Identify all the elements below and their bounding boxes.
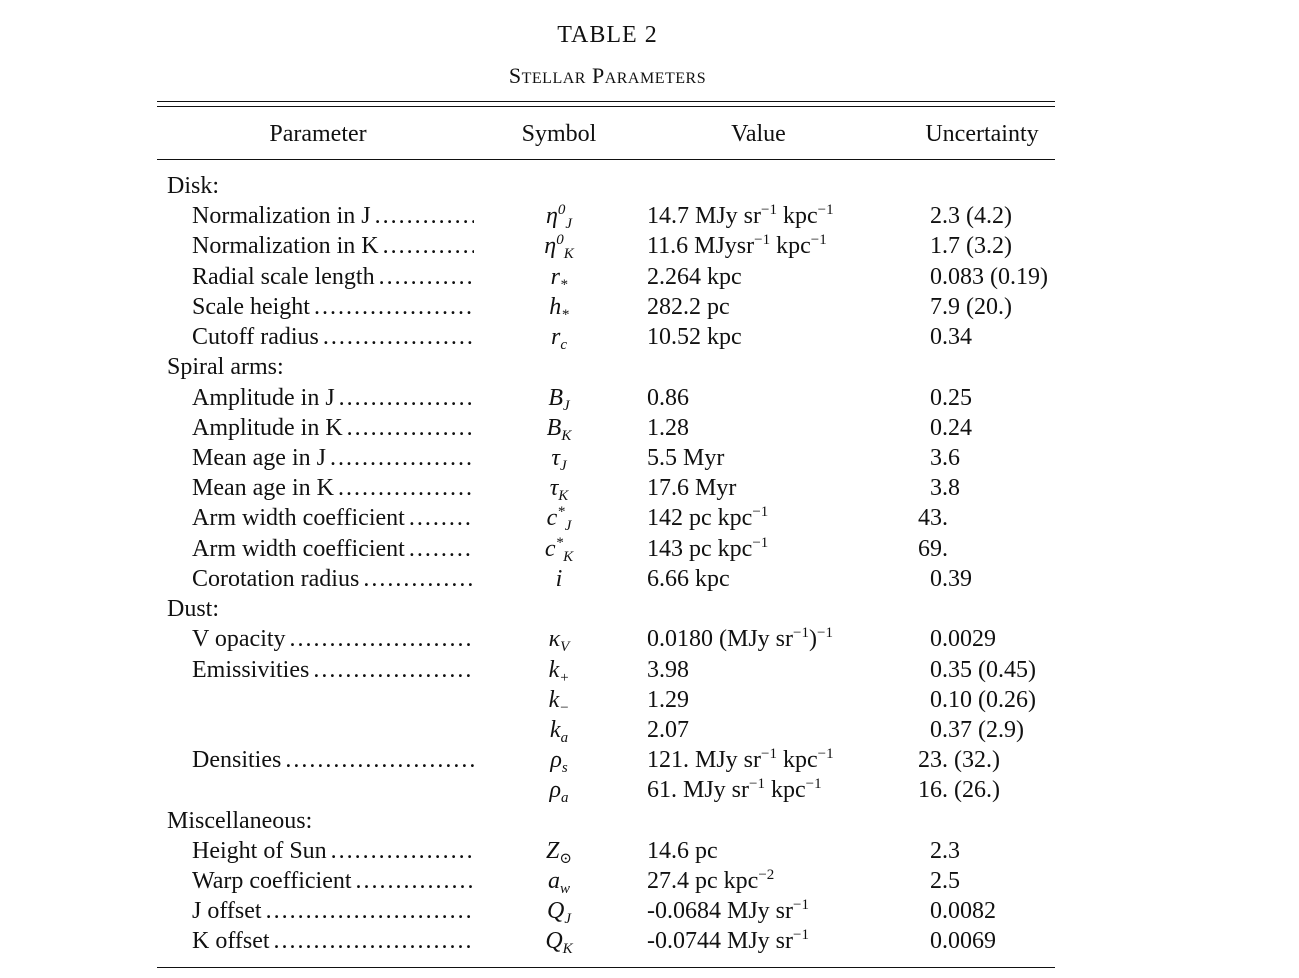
value-cell [647,292,730,322]
value-cell [647,896,809,926]
value-cell [647,262,742,292]
value-cell [647,624,833,654]
uncertainty-cell: 69. [918,536,948,562]
value-cell [647,473,736,503]
value-text: 0.86 [647,385,689,411]
table-row [0,383,1299,413]
header-uncertainty: Uncertainty [925,121,1039,147]
parameter-cell: Densities . . . [192,745,474,775]
table-row [0,745,1299,775]
value-cell [647,775,822,805]
value-exponent: −1 [817,202,834,218]
symbol-subscript: J [565,216,573,232]
symbol-subscript: * [559,277,568,293]
value-cell [647,383,689,413]
value-text: -0.0744 MJy sr [647,928,794,954]
parameter-cell: Amplitude in K . . . [192,413,474,443]
uncertainty-cell: 0.35 (0.45) [930,657,1036,683]
parameter-cell: Normalization in J . . . [192,201,474,231]
uncertainty-cell: 0.0082 [930,898,996,924]
value-text: 27.4 pc kpc [647,868,759,894]
value-text: 1.29 [647,687,689,713]
value-unit: kpc [770,233,811,259]
symbol-cell [530,473,588,503]
table-label: TABLE 2 [557,22,658,48]
uncertainty-cell: 3.6 [930,445,960,471]
value-exponent: −1 [793,927,809,943]
symbol-base: B [548,385,563,411]
parameter-cell: Amplitude in J . . . [192,383,474,413]
table-row [0,292,1299,322]
symbol-subscript: s [561,760,568,776]
symbol-cell [530,685,588,715]
symbol-base: B [546,415,562,441]
value-exponent: −1 [816,625,833,641]
symbol-cell [530,926,588,956]
section-row-dust [0,594,1299,624]
parameter-cell: Warp coefficient . . . [192,866,474,896]
value-cell [647,655,689,685]
uncertainty-cell: 0.25 [930,385,972,411]
symbol-cell [530,443,588,473]
symbol-subscript: w [559,881,570,897]
symbol-base: η [545,203,558,229]
symbol-subscript: K [562,941,573,957]
value-cell [647,926,809,956]
section-label-spiral: Spiral arms: [167,354,284,380]
symbol-subscript: a [561,790,569,806]
symbol-cell [530,262,588,292]
symbol-base: k [548,687,560,713]
symbol-cell [530,231,588,261]
table-row [0,564,1299,594]
symbol-subscript: K [561,428,572,444]
section-label-dust: Dust: [167,596,220,622]
uncertainty-cell: 0.39 [930,566,972,592]
symbol-cell [530,201,588,231]
section-row-disk [0,171,1299,201]
symbol-base: Z [546,838,560,864]
symbol-cell [530,655,588,685]
value-text: 10.52 kpc [647,324,742,350]
table-row [0,926,1299,956]
section-label-misc: Miscellaneous: [167,808,313,834]
uncertainty-cell: 7.9 (20.) [930,294,1012,320]
value-cell [647,685,689,715]
section-row-misc [0,806,1299,836]
symbol-subscript: K [563,549,574,565]
value-exponent: −1 [793,625,809,641]
value-text: -0.0684 MJy sr [647,898,794,924]
symbol-base: τ [551,445,560,471]
symbol-superscript: * [557,504,565,520]
header-value: Value [731,121,786,147]
value-text: 3.98 [647,657,689,683]
header-parameter: Parameter [269,121,367,147]
value-unit: kpc [776,203,818,229]
value-text: 142 pc kpc [647,505,753,531]
title-initial-2: P [591,63,605,88]
value-unit: ) [808,626,817,652]
uncertainty-cell: 3.8 [930,475,960,501]
value-text: 2.07 [647,717,689,743]
parameter-cell: Mean age in J . . . [192,443,474,473]
parameter-cell: Height of Sun . . . [192,836,474,866]
table-row [0,443,1299,473]
parameter-cell: Normalization in K . . . [192,231,474,261]
uncertainty-cell: 0.0069 [930,928,996,954]
header-symbol: Symbol [521,121,597,147]
symbol-base: η [544,233,557,259]
value-exponent: −1 [752,535,769,551]
value-text: 143 pc kpc [647,536,753,562]
value-text: 14.7 MJy sr [647,203,762,229]
value-unit: kpc [776,747,818,773]
uncertainty-cell: 2.5 [930,868,960,894]
header-rule [157,159,1055,160]
symbol-superscript: * [555,535,564,551]
section-row-spiral [0,352,1299,382]
symbol-cell [530,503,588,533]
symbol-subscript: J [563,398,570,414]
uncertainty-cell: 16. (26.) [918,777,1000,803]
parameter-cell: Emissivities . . . [192,655,474,685]
symbol-superscript: 0 [557,202,566,218]
table-row [0,322,1299,352]
value-exponent: −1 [752,504,769,520]
table-row [0,624,1299,654]
symbol-base: c [546,505,558,531]
symbol-base: h [549,294,562,320]
table-row [0,896,1299,926]
table-row [0,715,1299,745]
symbol-superscript: 0 [556,232,564,248]
symbol-base: k [548,657,560,683]
value-cell [647,413,689,443]
uncertainty-cell: 0.0029 [930,626,996,652]
value-exponent: −1 [749,776,765,792]
value-cell [647,564,730,594]
symbol-cell [530,383,588,413]
uncertainty-cell: 0.24 [930,415,972,441]
value-cell [647,534,768,564]
title-smallcaps: TELLAR [521,70,586,87]
value-text: 61. MJy sr [647,777,750,803]
table-row [0,503,1299,533]
symbol-subscript: K [558,488,569,504]
parameter-cell: J offset . . . [192,896,474,926]
parameter-cell: Arm width coefficient . . . [192,503,474,533]
parameter-cell: Arm width coefficient . . . [192,534,474,564]
symbol-base: τ [549,475,559,501]
table-row [0,413,1299,443]
uncertainty-cell: 43. [918,505,948,531]
value-cell [647,745,834,775]
uncertainty-cell: 23. (32.) [918,747,1000,773]
value-unit: kpc [764,777,806,803]
value-cell [647,715,689,745]
top-rule-2 [157,106,1055,107]
symbol-subscript: V [560,639,570,655]
value-text: 11.6 MJysr [647,233,755,259]
parameter-cell: Scale height . . . [192,292,474,322]
value-text: 2.264 kpc [647,264,742,290]
value-exponent: −1 [761,202,777,218]
value-cell [647,322,742,352]
symbol-base: Q [545,928,563,954]
table-row [0,231,1299,261]
symbol-subscript: J [559,458,567,474]
symbol-subscript: c [560,337,567,353]
value-cell [647,866,774,896]
table-row [0,201,1299,231]
symbol-subscript: − [559,700,570,716]
symbol-base: k [549,717,561,743]
parameter-cell: K offset . . . [192,926,474,956]
value-exponent: −1 [805,776,822,792]
symbol-base: κ [548,626,561,652]
table-row [0,655,1299,685]
symbol-cell [530,292,588,322]
value-exponent: −1 [810,232,827,248]
symbol-cell [530,745,588,775]
value-text: 282.2 pc [647,294,730,320]
symbol-cell [530,564,588,594]
value-exponent: −1 [793,897,809,913]
uncertainty-cell: 0.37 (2.9) [930,717,1024,743]
parameter-cell: Corotation radius . . . [192,564,474,594]
symbol-subscript: J [564,911,571,927]
table-row [0,685,1299,715]
value-cell [647,503,768,533]
value-exponent: −1 [754,232,771,248]
symbol-cell [530,836,588,866]
value-exponent: −2 [758,867,775,883]
value-text: 14.6 pc [647,838,718,864]
value-text: 1.28 [647,415,689,441]
symbol-cell [530,896,588,926]
value-cell [647,443,724,473]
uncertainty-cell: 0.083 (0.19) [930,264,1048,290]
table-row [0,866,1299,896]
table-title [0,63,1215,89]
symbol-cell [530,624,588,654]
section-label-disk: Disk: [167,173,220,199]
symbol-base: Q [546,898,565,924]
title-initial: S [508,63,522,88]
symbol-base: i [555,566,563,592]
symbol-base: ρ [550,747,562,773]
uncertainty-cell: 0.34 [930,324,972,350]
value-exponent: −1 [817,746,834,762]
symbol-base: a [547,868,560,894]
symbol-cell [530,322,588,352]
table-row [0,473,1299,503]
uncertainty-cell: 2.3 (4.2) [930,203,1012,229]
symbol-subscript: * [561,307,569,323]
symbol-subscript: J [564,518,572,534]
symbol-cell [530,413,588,443]
value-text: 5.5 Myr [647,445,725,471]
value-text: 6.66 kpc [647,566,730,592]
symbol-subscript: K [563,246,574,262]
parameter-cell: Radial scale length . . . [192,262,474,292]
table-row [0,534,1299,564]
symbol-subscript: a [560,730,569,746]
uncertainty-cell: 0.10 (0.26) [930,687,1036,713]
value-cell [647,836,718,866]
symbol-cell [530,715,588,745]
title-smallcaps-2: ARAMETERS [604,70,707,87]
parameter-cell: Mean age in K . . . [192,473,474,503]
symbol-cell [530,866,588,896]
symbol-subscript: + [559,670,570,686]
symbol-base: c [544,536,556,562]
symbol-base: r [550,324,561,350]
value-text: 17.6 Myr [647,475,737,501]
symbol-base: ρ [549,777,562,803]
table-row [0,262,1299,292]
value-exponent: −1 [761,746,777,762]
symbol-cell [530,534,588,564]
symbol-subscript: ⊙ [559,851,572,867]
symbol-cell [530,775,588,805]
uncertainty-cell: 1.7 (3.2) [930,233,1012,259]
value-cell [647,201,834,231]
value-text: 121. MJy sr [647,747,762,773]
value-text: 0.0180 (MJy sr [647,626,794,652]
parameter-cell: V opacity . . . [192,624,474,654]
bottom-rule [157,967,1055,968]
table-row [0,775,1299,805]
value-cell [647,231,827,261]
parameter-cell: Cutoff radius . . . [192,322,474,352]
uncertainty-cell: 2.3 [930,838,960,864]
symbol-base: r [550,264,560,290]
top-rule [157,101,1055,102]
table-row [0,836,1299,866]
